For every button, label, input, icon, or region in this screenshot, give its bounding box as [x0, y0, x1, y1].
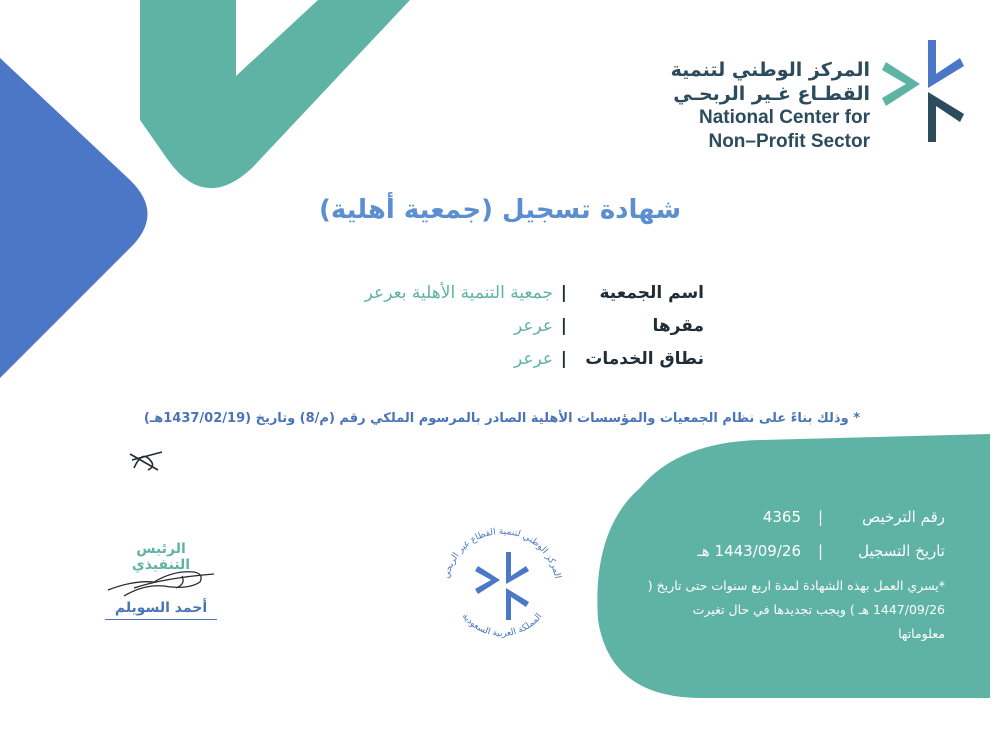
- logo-english-line2: Non–Profit Sector: [708, 131, 870, 152]
- field-separator: |: [560, 282, 567, 303]
- license-separator: |: [817, 508, 823, 526]
- logo-arabic-line1: المركز الوطني لتنمية: [670, 59, 870, 81]
- executive-title: الرئيس التنفيذي: [131, 541, 191, 573]
- validity-note: *يسري العمل بهذه الشهادة لمدة اربع سنوات حتى تاريخ ( 1447/09/26 هـ ) ويجب تجديدها في حال تغيرت معلوماتها: [647, 578, 945, 641]
- initials-mark-icon: [128, 446, 164, 474]
- field-value: عرعر: [513, 348, 553, 369]
- ncnp-arrows-logo-icon: [880, 38, 970, 146]
- seal-stamp-icon: [432, 518, 572, 648]
- logo-arabic-line2: القطـاع غـير الربحـي: [673, 83, 870, 105]
- license-label: رقم الترخيص: [862, 508, 945, 526]
- certificate-title: شهادة تسجيل (جمعية أهلية): [318, 195, 682, 225]
- license-row: [697, 500, 945, 534]
- registration-date-separator: |: [817, 542, 823, 560]
- field-row-name: [365, 276, 704, 309]
- handwritten-signature-icon: [104, 562, 220, 600]
- certificate-fields: [365, 276, 704, 375]
- field-separator: |: [560, 315, 567, 336]
- registration-date-value: 1443/09/26 هـ: [697, 542, 801, 560]
- field-value: عرعر: [513, 315, 553, 336]
- field-row-location: [365, 309, 704, 342]
- svg-text:المركز الوطني لتنمية القطاع غي: المركز الوطني لتنمية القطاع غير الربحي: [441, 526, 563, 580]
- teal-chevron-shape: [140, 0, 410, 188]
- registration-info: [697, 500, 945, 568]
- field-separator: |: [560, 348, 567, 369]
- field-value: جمعية التنمية الأهلية بعرعر: [364, 282, 553, 303]
- license-value: 4365: [762, 508, 801, 526]
- logo-english-line1: National Center for: [698, 107, 870, 128]
- field-label: مقرها: [652, 315, 704, 336]
- logo-text: [671, 58, 870, 154]
- legal-note: * وذلك بناءً على نظام الجمعيات والمؤسسات الأهلية الصادر بالمرسوم الملكي رقم (م/8) وتاريخ (1437/02/19هـ): [143, 411, 860, 426]
- registration-date-row: [697, 534, 945, 568]
- field-label: نطاق الخدمات: [585, 348, 704, 369]
- registration-date-label: تاريخ التسجيل: [858, 542, 945, 560]
- field-label: اسم الجمعية: [599, 282, 704, 303]
- executive-name: أحمد السويلم: [105, 600, 217, 620]
- field-row-service-scope: [365, 342, 704, 375]
- svg-text:المملكة العربية السعودية: المملكة العربية السعودية: [459, 611, 545, 640]
